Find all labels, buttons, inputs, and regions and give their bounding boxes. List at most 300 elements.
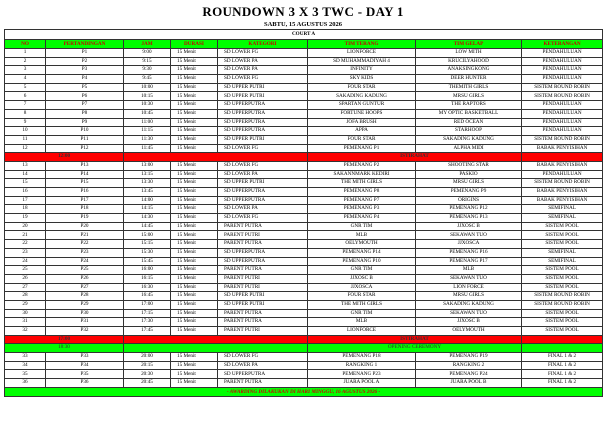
no-cell: 4	[5, 75, 46, 84]
note-cell: PENDAHULUAN	[522, 66, 603, 75]
match-cell: P8	[46, 109, 124, 118]
match-row	[5, 101, 603, 110]
time-cell: 11:30	[124, 135, 171, 144]
break-row	[5, 335, 603, 344]
duration-cell: 15 Menit	[171, 135, 218, 144]
light-team-cell: SKY KIDS	[308, 75, 416, 84]
time-cell: 17:30	[124, 318, 171, 327]
dark-team-cell: RANGKING 2	[416, 361, 522, 370]
duration-cell: 15 Menit	[171, 188, 218, 197]
special-spacer	[124, 344, 308, 353]
no-cell: 11	[5, 135, 46, 144]
dark-team-cell: SEKAWAN TUO	[416, 309, 522, 318]
no-cell: 5	[5, 83, 46, 92]
category-cell: SD UPPER PUTRI	[218, 135, 308, 144]
time-cell: 9:15	[124, 57, 171, 66]
dark-team-cell: SAKADING KADUNG	[416, 300, 522, 309]
duration-cell: 15 Menit	[171, 144, 218, 153]
no-cell: 29	[5, 300, 46, 309]
match-cell: P19	[46, 214, 124, 223]
category-cell: PARENT PUTRI	[218, 274, 308, 283]
special-spacer	[522, 335, 603, 344]
time-cell: 14:00	[124, 196, 171, 205]
light-team-cell: FOUR STAR	[308, 292, 416, 301]
duration-cell: 15 Menit	[171, 109, 218, 118]
duration-cell: 15 Menit	[171, 353, 218, 362]
category-cell: SD UPPERPUTRA	[218, 118, 308, 127]
light-team-cell: SPARTAN GUNTUR	[308, 101, 416, 110]
special-time: 18:30	[5, 344, 124, 353]
light-team-cell: PEMENANG P3	[308, 205, 416, 214]
light-team-cell: JOFA BRUSH	[308, 118, 416, 127]
special-spacer	[522, 153, 603, 162]
match-cell: P27	[46, 283, 124, 292]
special-spacer	[124, 153, 308, 162]
category-cell: SD UPPER PUTRI	[218, 300, 308, 309]
category-cell: SD UPPERPUTRA	[218, 257, 308, 266]
duration-cell: 15 Menit	[171, 214, 218, 223]
court-label: COURT A	[5, 30, 603, 40]
duration-cell: 15 Menit	[171, 161, 218, 170]
schedule-table	[4, 29, 603, 397]
no-cell: 27	[5, 283, 46, 292]
duration-cell: 15 Menit	[171, 49, 218, 58]
light-team-cell: MLB	[308, 231, 416, 240]
note-cell: PENDAHULUAN	[522, 170, 603, 179]
note-cell: SISTEM ROUND ROBIN	[522, 300, 603, 309]
match-row	[5, 379, 603, 388]
duration-cell: 15 Menit	[171, 370, 218, 379]
match-cell: P14	[46, 170, 124, 179]
match-cell: P23	[46, 248, 124, 257]
note-cell: SISTEM ROUND ROBIN	[522, 83, 603, 92]
time-cell: 9:00	[124, 49, 171, 58]
no-cell: 36	[5, 379, 46, 388]
match-cell: P2	[46, 57, 124, 66]
category-cell: SD LOWER FG	[218, 214, 308, 223]
match-cell: P35	[46, 370, 124, 379]
time-cell: 11:00	[124, 118, 171, 127]
light-team-cell: PEMENANG P8	[308, 188, 416, 197]
header-pertandingan: PERTANDINGAN	[46, 39, 124, 49]
time-cell: 16:45	[124, 292, 171, 301]
note-cell: BABAK PENYISIHAN	[522, 161, 603, 170]
note-cell: SISTEM POOL	[522, 231, 603, 240]
category-cell: SD LOWER PA	[218, 205, 308, 214]
no-cell: 2	[5, 57, 46, 66]
footer-note: - AWARDING DILAKUKAN DI HARI MINGGU, 16 AGUSTUS 2026 -	[5, 387, 603, 396]
category-cell: SD UPPER PUTRI	[218, 179, 308, 188]
match-cell: P31	[46, 318, 124, 327]
match-row	[5, 83, 603, 92]
category-cell: SD UPPER PUTRI	[218, 83, 308, 92]
match-cell: P36	[46, 379, 124, 388]
note-cell: SISTEM ROUND ROBIN	[522, 292, 603, 301]
note-cell: FINAL 1 & 2	[522, 361, 603, 370]
no-cell: 12	[5, 144, 46, 153]
duration-cell: 15 Menit	[171, 274, 218, 283]
note-cell: PENDAHULUAN	[522, 101, 603, 110]
match-cell: P18	[46, 205, 124, 214]
note-cell: SISTEM POOL	[522, 327, 603, 336]
light-team-cell: FOUR STAR	[308, 83, 416, 92]
time-cell: 20:45	[124, 379, 171, 388]
dark-team-cell: SEKAWAN TUO	[416, 274, 522, 283]
no-cell: 1	[5, 49, 46, 58]
dark-team-cell: MRSU GIRLS	[416, 292, 522, 301]
time-cell: 13:00	[124, 161, 171, 170]
note-cell: BABAK PENYISIHAN	[522, 144, 603, 153]
duration-cell: 15 Menit	[171, 257, 218, 266]
light-team-cell: JJXOSC B	[308, 274, 416, 283]
no-cell: 25	[5, 266, 46, 275]
category-cell: PARENT PUTRA	[218, 266, 308, 275]
header-keterangan: KETERANGAN	[522, 39, 603, 49]
dark-team-cell: MRSU GIRLS	[416, 92, 522, 101]
match-row	[5, 309, 603, 318]
match-cell: P10	[46, 127, 124, 136]
court-row	[5, 30, 603, 40]
duration-cell: 15 Menit	[171, 170, 218, 179]
match-cell: P9	[46, 118, 124, 127]
dark-team-cell: SAKADING KADUNG	[416, 135, 522, 144]
light-team-cell: FOUR STAR	[308, 135, 416, 144]
note-cell: FINAL 1 & 2	[522, 379, 603, 388]
light-team-cell: GNR TIM	[308, 266, 416, 275]
light-team-cell: SAKADING KADUNG	[308, 92, 416, 101]
dark-team-cell: PEMENANG P13	[416, 214, 522, 223]
time-cell: 15:45	[124, 257, 171, 266]
note-cell: SEMIFINAL	[522, 257, 603, 266]
time-cell: 15:30	[124, 248, 171, 257]
match-cell: P25	[46, 266, 124, 275]
category-cell: SD LOWER FG	[218, 161, 308, 170]
note-cell: SEMIFINAL	[522, 214, 603, 223]
dark-team-cell: KRUCILYAHOOD	[416, 57, 522, 66]
light-team-cell: PEMENANG P14	[308, 248, 416, 257]
time-cell: 10:30	[124, 101, 171, 110]
dark-team-cell: MLB	[416, 266, 522, 275]
note-cell: PENDAHULUAN	[522, 75, 603, 84]
match-cell: P26	[46, 274, 124, 283]
header-tim-terang: TIM TERANG	[308, 39, 416, 49]
match-row	[5, 196, 603, 205]
note-cell: PENDAHULUAN	[522, 109, 603, 118]
duration-cell: 15 Menit	[171, 127, 218, 136]
match-cell: P28	[46, 292, 124, 301]
note-cell: FINAL 1 & 2	[522, 370, 603, 379]
header-durasi: DURASI	[171, 39, 218, 49]
light-team-cell: LIONFORCE	[308, 327, 416, 336]
category-cell: PARENT PUTRA	[218, 240, 308, 249]
match-row	[5, 370, 603, 379]
time-cell: 9:45	[124, 75, 171, 84]
no-cell: 15	[5, 179, 46, 188]
match-cell: P6	[46, 92, 124, 101]
light-team-cell: FORTUNE HOOPS	[308, 109, 416, 118]
dark-team-cell: PEMENANG P17	[416, 257, 522, 266]
dark-team-cell: LION FORCE	[416, 283, 522, 292]
note-cell: SEMIFINAL	[522, 205, 603, 214]
time-cell: 14:45	[124, 222, 171, 231]
note-cell: SISTEM ROUND ROBIN	[522, 135, 603, 144]
match-cell: P29	[46, 300, 124, 309]
duration-cell: 15 Menit	[171, 327, 218, 336]
category-cell: PARENT PUTRA	[218, 379, 308, 388]
dark-team-cell: THEMITH GIRLS	[416, 83, 522, 92]
duration-cell: 15 Menit	[171, 361, 218, 370]
match-cell: P1	[46, 49, 124, 58]
duration-cell: 15 Menit	[171, 283, 218, 292]
dark-team-cell: LOW MITH	[416, 49, 522, 58]
time-cell: 17:00	[124, 300, 171, 309]
no-cell: 32	[5, 327, 46, 336]
dark-team-cell: ANAKSINGKONG	[416, 66, 522, 75]
match-cell: P22	[46, 240, 124, 249]
match-row	[5, 205, 603, 214]
time-cell: 20:30	[124, 370, 171, 379]
duration-cell: 15 Menit	[171, 379, 218, 388]
match-row	[5, 300, 603, 309]
no-cell: 23	[5, 248, 46, 257]
no-cell: 3	[5, 66, 46, 75]
duration-cell: 15 Menit	[171, 118, 218, 127]
dark-team-cell: THE RAPTORS	[416, 101, 522, 110]
ceremony-row	[5, 344, 603, 353]
match-cell: P20	[46, 222, 124, 231]
category-cell: PARENT PUTRI	[218, 327, 308, 336]
no-cell: 28	[5, 292, 46, 301]
light-team-cell: THE MITH GIRLS	[308, 300, 416, 309]
note-cell: FINAL 1 & 2	[522, 353, 603, 362]
duration-cell: 15 Menit	[171, 179, 218, 188]
special-label: ISTIRAHAT	[308, 335, 522, 344]
schedule-sheet	[4, 4, 602, 397]
match-row	[5, 222, 603, 231]
header-kategori: KATEGORI	[218, 39, 308, 49]
duration-cell: 15 Menit	[171, 231, 218, 240]
match-cell: P16	[46, 188, 124, 197]
time-cell: 17:45	[124, 327, 171, 336]
light-team-cell: JUARA POOL A	[308, 379, 416, 388]
category-cell: SD LOWER FG	[218, 353, 308, 362]
match-row	[5, 353, 603, 362]
match-row	[5, 240, 603, 249]
match-cell: P4	[46, 75, 124, 84]
match-cell: P24	[46, 257, 124, 266]
note-cell: PENDAHULUAN	[522, 127, 603, 136]
match-row	[5, 144, 603, 153]
duration-cell: 15 Menit	[171, 75, 218, 84]
match-row	[5, 179, 603, 188]
match-row	[5, 266, 603, 275]
light-team-cell: RANGKING 1	[308, 361, 416, 370]
note-cell: PENDAHULUAN	[522, 49, 603, 58]
match-cell: P13	[46, 161, 124, 170]
time-cell: 15:15	[124, 240, 171, 249]
duration-cell: 15 Menit	[171, 196, 218, 205]
note-cell: BABAK PENYISIHAN	[522, 188, 603, 197]
no-cell: 34	[5, 361, 46, 370]
no-cell: 13	[5, 161, 46, 170]
note-cell: SISTEM POOL	[522, 222, 603, 231]
header-jam: JAM	[124, 39, 171, 49]
special-label: OPENING CEREMONY	[308, 344, 522, 353]
duration-cell: 15 Menit	[171, 300, 218, 309]
no-cell: 19	[5, 214, 46, 223]
duration-cell: 15 Menit	[171, 205, 218, 214]
match-row	[5, 57, 603, 66]
time-cell: 9:30	[124, 66, 171, 75]
category-cell: SD UPPERPUTRA	[218, 248, 308, 257]
light-team-cell: OELYMOUTH	[308, 240, 416, 249]
dark-team-cell: SEKAWAN TUO	[416, 231, 522, 240]
match-cell: P17	[46, 196, 124, 205]
special-spacer	[522, 344, 603, 353]
duration-cell: 15 Menit	[171, 101, 218, 110]
match-cell: P30	[46, 309, 124, 318]
note-cell: SEMIFINAL	[522, 248, 603, 257]
page-title: ROUNDOWN 3 X 3 TWC - DAY 1	[202, 4, 404, 19]
no-cell: 30	[5, 309, 46, 318]
match-cell: P21	[46, 231, 124, 240]
time-cell: 20:15	[124, 361, 171, 370]
header-no: NO	[5, 39, 46, 49]
category-cell: SD UPPERPUTRA	[218, 109, 308, 118]
duration-cell: 15 Menit	[171, 92, 218, 101]
light-team-cell: MLB	[308, 318, 416, 327]
time-cell: 13:45	[124, 188, 171, 197]
category-cell: PARENT PUTRA	[218, 318, 308, 327]
note-cell: SISTEM POOL	[522, 309, 603, 318]
time-cell: 11:45	[124, 144, 171, 153]
note-cell: BABAK PENYISIHAN	[522, 196, 603, 205]
match-row	[5, 318, 603, 327]
time-cell: 16:00	[124, 266, 171, 275]
time-cell: 20:00	[124, 353, 171, 362]
category-cell: SD LOWER PA	[218, 57, 308, 66]
footer-row	[5, 387, 603, 396]
light-team-cell: GNR TIM	[308, 222, 416, 231]
match-row	[5, 248, 603, 257]
match-cell: P7	[46, 101, 124, 110]
category-cell: PARENT PUTRA	[218, 309, 308, 318]
note-cell: SISTEM POOL	[522, 318, 603, 327]
dark-team-cell: PEMENANG P9	[416, 188, 522, 197]
no-cell: 35	[5, 370, 46, 379]
dark-team-cell: PEMENANG P16	[416, 248, 522, 257]
match-cell: P12	[46, 144, 124, 153]
duration-cell: 15 Menit	[171, 309, 218, 318]
no-cell: 26	[5, 274, 46, 283]
category-cell: SD UPPERPUTRA	[218, 127, 308, 136]
time-cell: 17:15	[124, 309, 171, 318]
note-cell: SISTEM POOL	[522, 266, 603, 275]
match-row	[5, 92, 603, 101]
header-row	[5, 39, 603, 49]
match-row	[5, 292, 603, 301]
match-row	[5, 188, 603, 197]
match-cell: P15	[46, 179, 124, 188]
match-row	[5, 135, 603, 144]
match-row	[5, 327, 603, 336]
time-cell: 10:00	[124, 83, 171, 92]
light-team-cell: PEMENANG P1	[308, 144, 416, 153]
light-team-cell: PEMENANG P10	[308, 257, 416, 266]
dark-team-cell: PASKIO	[416, 170, 522, 179]
time-cell: 10:45	[124, 109, 171, 118]
duration-cell: 15 Menit	[171, 83, 218, 92]
note-cell: SISTEM ROUND ROBIN	[522, 179, 603, 188]
special-time: 17:00	[5, 335, 124, 344]
category-cell: SD LOWER PA	[218, 170, 308, 179]
match-row	[5, 257, 603, 266]
no-cell: 6	[5, 92, 46, 101]
duration-cell: 15 Menit	[171, 66, 218, 75]
dark-team-cell: JJXOSC B	[416, 318, 522, 327]
light-team-cell: APPA	[308, 127, 416, 136]
no-cell: 20	[5, 222, 46, 231]
match-row	[5, 75, 603, 84]
light-team-cell: JJXOSCA	[308, 283, 416, 292]
category-cell: PARENT PUTRA	[218, 222, 308, 231]
dark-team-cell: ORIGINS	[416, 196, 522, 205]
duration-cell: 15 Menit	[171, 222, 218, 231]
category-cell: SD UPPERPUTRA	[218, 370, 308, 379]
category-cell: SD LOWER PA	[218, 361, 308, 370]
light-team-cell: PEMENANG P4	[308, 214, 416, 223]
no-cell: 16	[5, 188, 46, 197]
match-row	[5, 283, 603, 292]
time-cell: 15:00	[124, 231, 171, 240]
time-cell: 16:15	[124, 274, 171, 283]
note-cell: SISTEM ROUND ROBIN	[522, 92, 603, 101]
date-label: SABTU, 15 AGUSTUS 2026	[263, 21, 343, 28]
dark-team-cell: ALPHA MIDI	[416, 144, 522, 153]
light-team-cell: LIONFORCE	[308, 49, 416, 58]
dark-team-cell: DEER HUNTER	[416, 75, 522, 84]
note-cell: PENDAHULUAN	[522, 57, 603, 66]
duration-cell: 15 Menit	[171, 57, 218, 66]
light-team-cell: PEMENANG P18	[308, 353, 416, 362]
special-label: ISTIRAHAT	[308, 153, 522, 162]
match-row	[5, 66, 603, 75]
match-row	[5, 109, 603, 118]
light-team-cell: PEMENANG P7	[308, 196, 416, 205]
duration-cell: 15 Menit	[171, 266, 218, 275]
break-row	[5, 153, 603, 162]
match-row	[5, 231, 603, 240]
dark-team-cell: JJXOSC B	[416, 222, 522, 231]
match-cell: P5	[46, 83, 124, 92]
category-cell: SD LOWER FG	[218, 49, 308, 58]
light-team-cell: SD MUHAMMADIYAH 4	[308, 57, 416, 66]
note-cell: SISTEM POOL	[522, 240, 603, 249]
schedule-body	[5, 30, 603, 397]
match-row	[5, 274, 603, 283]
no-cell: 21	[5, 231, 46, 240]
dark-team-cell: MRSU GIRLS	[416, 179, 522, 188]
special-spacer	[124, 335, 308, 344]
duration-cell: 15 Menit	[171, 248, 218, 257]
no-cell: 8	[5, 109, 46, 118]
no-cell: 14	[5, 170, 46, 179]
special-time: 12:00	[5, 153, 124, 162]
dark-team-cell: PEMENANG P19	[416, 353, 522, 362]
category-cell: PARENT PUTRI	[218, 231, 308, 240]
match-cell: P11	[46, 135, 124, 144]
light-team-cell: THE MITH GIRLS	[308, 179, 416, 188]
